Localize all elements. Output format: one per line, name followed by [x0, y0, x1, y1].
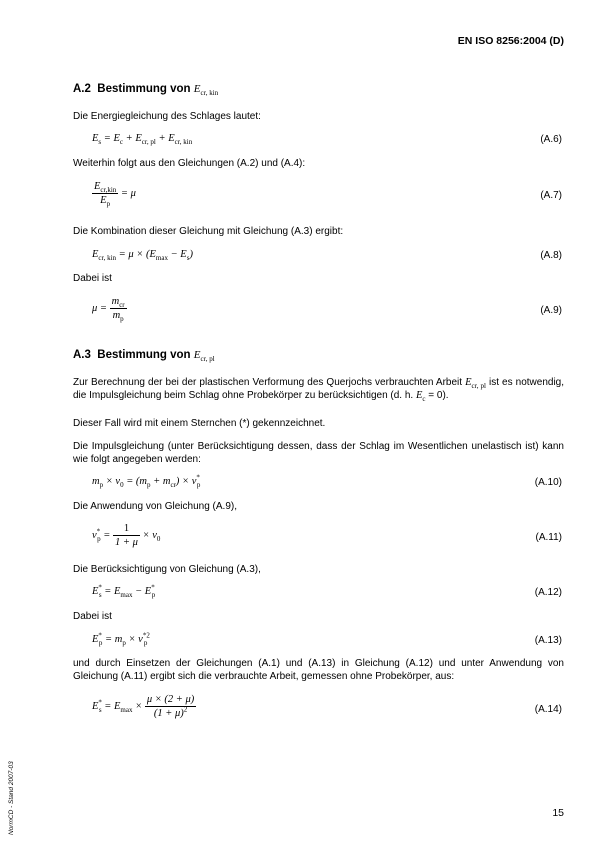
- paragraph: Zur Berechnung der bei der plastischen Verformung des Querjochs verbrauchten Arbeit $E_{cr, pl}$ ist es notwendig, die Impulsgleichung beim Schlag ohne Probekörper zu berücksichtigen (d. h. $E_c = 0$).: [73, 377, 564, 404]
- equation-a10: $m_p \times v_0 = (m_p + m_{cr}) \times v^*_p$: [92, 473, 201, 490]
- equation-a8: $E_{cr, kin} = \mu \times (E_{max} - E_s)$: [92, 249, 193, 263]
- equation-a7: $\frac{E_{cr,kin}}{E_p}$ = μ: [94, 181, 136, 209]
- paragraph: Die Berücksichtigung von Gleichung (A.3),: [73, 564, 261, 575]
- section-title: Bestimmung von: [97, 83, 191, 95]
- equation-a13: $E^*_p = m_p \times v^{*2}_p$: [92, 631, 150, 648]
- equation-number: (A.13): [534, 635, 562, 646]
- section-heading-a3: A.3 Bestimmung von $E_{cr, pl}$: [73, 349, 215, 364]
- side-note: NormCD - Stand 2007-03: [8, 761, 15, 835]
- section-title: Bestimmung von: [97, 349, 191, 361]
- equation-a11: $v^*_p$ = $\frac{1}{1 + \mu}$ × $v_0$: [92, 523, 161, 548]
- equation-number: (A.6): [540, 134, 562, 145]
- page-number: 15: [552, 807, 564, 819]
- equation-number: (A.10): [534, 477, 562, 488]
- equation-number: (A.9): [540, 305, 562, 316]
- equation-number: (A.12): [534, 587, 562, 598]
- paragraph: und durch Einsetzen der Gleichungen (A.1) und (A.13) in Gleichung (A.12) und unter Anwendung von Gleichung (A.11) ergibt sich die verbrauchte Arbeit, gemessen ohne Probekörper, aus:: [73, 658, 564, 682]
- section-number: A.2: [73, 83, 91, 95]
- section-number: A.3: [73, 349, 91, 361]
- equation-number: (A.11): [535, 532, 562, 543]
- paragraph: Die Anwendung von Gleichung (A.9),: [73, 501, 237, 512]
- document-id: EN ISO 8256:2004 (D): [457, 35, 564, 47]
- equation-a12: $E^*_s = E_{max} - E^*_p$: [92, 583, 156, 600]
- equation-number: (A.7): [540, 190, 562, 201]
- equation-number: (A.8): [540, 250, 562, 261]
- equation-a14: $E^*_s = E_{max}$ × $\frac{\mu \times (2 + \mu)}{(1 + \mu)^2}$: [92, 694, 195, 719]
- section-heading-a2: A.2 Bestimmung von $E_{cr, kin}$: [73, 83, 219, 98]
- paragraph: Weiterhin folgt aus den Gleichungen (A.2) und (A.4):: [73, 158, 306, 169]
- paragraph: Dabei ist: [73, 273, 112, 284]
- paragraph: Dieser Fall wird mit einem Sternchen (*) gekennzeichnet.: [73, 418, 326, 429]
- equation-a6: $E_s = E_c + E_{cr, pl} + E_{cr, kin}$: [92, 133, 193, 147]
- paragraph: Dabei ist: [73, 611, 112, 622]
- paragraph: Die Impulsgleichung (unter Berücksichtigung dessen, dass der Schlag im Wesentlichen unelastisch ist) kann wie folgt angegeben werden:: [73, 441, 564, 465]
- paragraph: Die Energiegleichung des Schlages lautet:: [73, 111, 261, 122]
- paragraph: Die Kombination dieser Gleichung mit Gleichung (A.3) ergibt:: [73, 226, 344, 237]
- equation-a9: μ = $\frac{m_{cr}}{m_p}$: [92, 296, 125, 324]
- equation-number: (A.14): [534, 704, 562, 715]
